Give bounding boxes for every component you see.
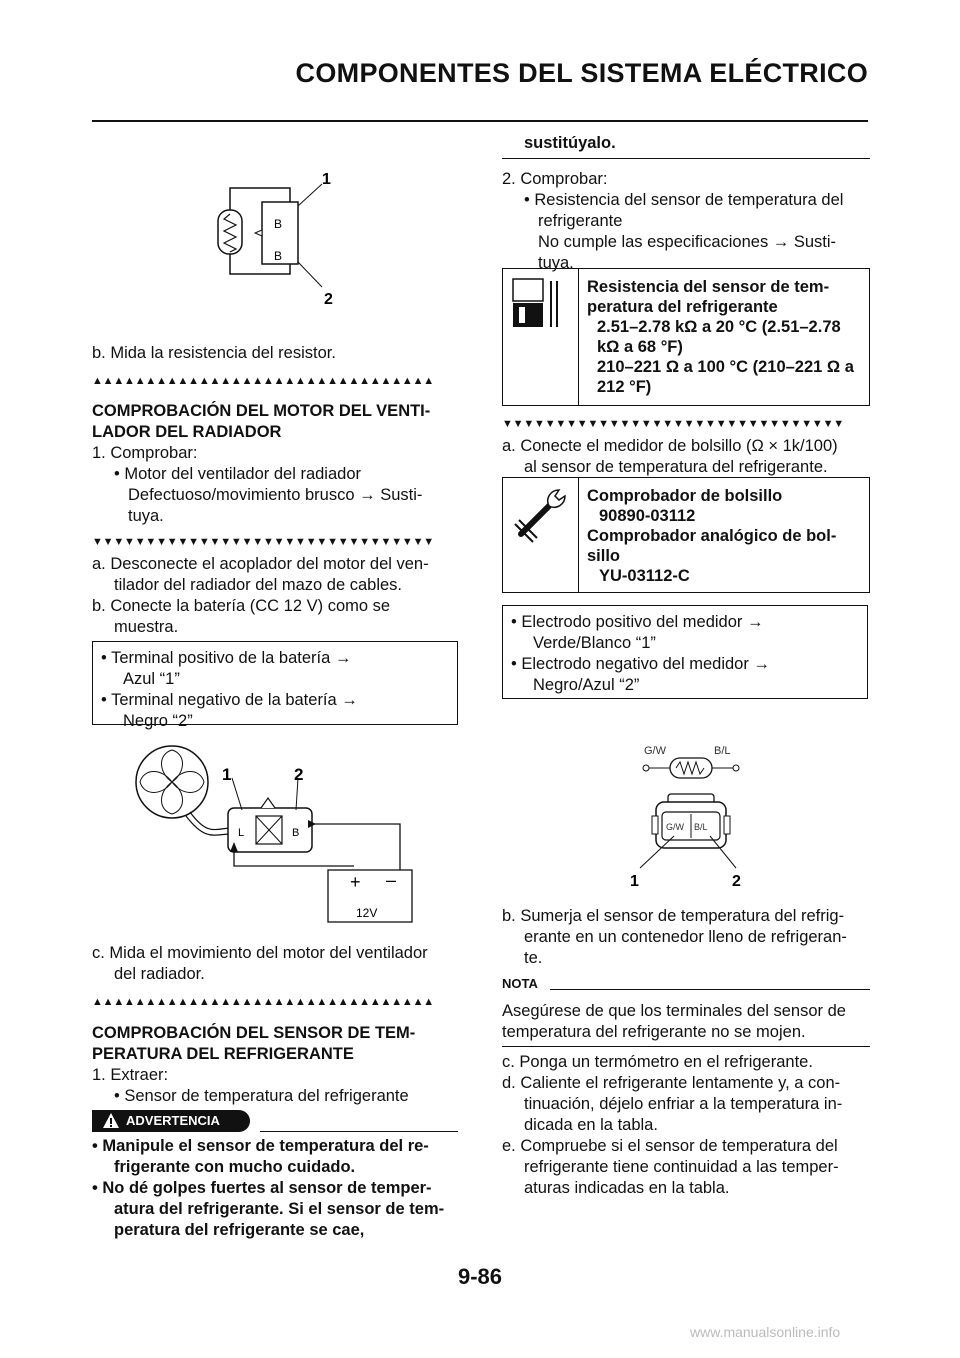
tool-box: [502, 477, 870, 593]
end-marker-row-2: ▲▲▲▲▲▲▲▲▲▲▲▲▲▲▲▲▲▲▲▲▲▲▲▲▲▲▲▲▲▲▲▲: [92, 996, 434, 1008]
step-d-1: d. Caliente el refrigerante lentamente y, a con-: [502, 1074, 841, 1092]
tool-name-2b: sillo: [587, 547, 621, 565]
fan-step-a-1: a. Desconecte el acoplador del motor del ven-: [92, 555, 429, 573]
end-marker-row: ▲▲▲▲▲▲▲▲▲▲▲▲▲▲▲▲▲▲▲▲▲▲▲▲▲▲▲▲▲▲▲▲: [92, 375, 434, 387]
step-measure-resistor: b. Mida la resistencia del resistor.: [92, 344, 336, 362]
tool-number-1: 90890-03112: [599, 507, 696, 525]
start-marker-row: ▼▼▼▼▼▼▼▼▼▼▼▼▼▼▼▼▼▼▼▼▼▼▼▼▼▼▼▼▼▼▼▼: [92, 536, 434, 548]
battery-plus: +: [350, 872, 361, 892]
fan-heading-line2: LADOR DEL RADIADOR: [92, 423, 282, 441]
fan-step-1: 1. Comprobar:: [92, 444, 198, 462]
callout-2: 2: [324, 291, 333, 308]
battery-neg-line: • Terminal negativo de la batería →: [101, 691, 358, 709]
resistor-diagram: [212, 162, 352, 312]
fan-step-a-2: tilador del radiador del mazo de cables.: [114, 576, 403, 594]
nota-text-2: temperatura del refrigerante no se mojen.: [502, 1023, 806, 1041]
step-b-2: erante en un contenedor lleno de refrigeran-: [524, 928, 847, 946]
sensor-connector-diagram: [624, 732, 760, 892]
battery-terminal-box: [92, 641, 458, 730]
callout-1: 1: [222, 765, 232, 784]
terminal-label-bottom: B: [274, 249, 283, 263]
fan-heading-line1: COMPROBACIÓN DEL MOTOR DEL VENTI-: [92, 402, 431, 420]
step-e-2: refrigerante tiene continuidad a las temper-: [524, 1158, 839, 1176]
fan-item-detail-1: Defectuoso/movimiento brusco → Susti-: [128, 486, 423, 504]
start-marker-row-right: ▼▼▼▼▼▼▼▼▼▼▼▼▼▼▼▼▼▼▼▼▼▼▼▼▼▼▼▼▼▼▼▼: [502, 418, 844, 430]
step-c: c. Ponga un termómetro en el refrigerante.: [502, 1053, 813, 1071]
spec-value-3: 210–221 Ω a 100 °C (210–221 Ω a: [597, 358, 854, 376]
warning-triangle-icon: [102, 1112, 120, 1130]
spec-value-4: 212 °F): [597, 378, 652, 396]
step-b-3: te.: [524, 949, 543, 967]
wire-label-gw: G/W: [644, 745, 666, 757]
page-number: 9-86: [457, 1264, 503, 1289]
terminal-l: L: [238, 827, 245, 839]
callout-1: 1: [630, 873, 639, 890]
watermark: www.manualsonline.info: [690, 1324, 841, 1340]
sensor-heading-line2: PERATURA DEL REFRIGERANTE: [92, 1045, 354, 1063]
warning-line-3: • No dé golpes fuertes al sensor de temper-: [92, 1179, 432, 1197]
spec-box: [502, 268, 870, 406]
battery-pos-line: • Terminal positivo de la batería →: [101, 649, 352, 667]
nota-end-rule: [502, 1046, 870, 1047]
sensor-item: • Sensor de temperatura del refrigerante: [114, 1087, 409, 1105]
step-2: 2. Comprobar:: [502, 170, 608, 188]
fan-step-b-1: b. Conecte la batería (CC 12 V) como se: [92, 597, 391, 615]
step-d-3: dicada en la tabla.: [524, 1116, 658, 1134]
pin-label-gw: G/W: [666, 822, 684, 832]
fan-item-detail-2: tuya.: [128, 507, 164, 525]
warning-line-5: peratura del refrigerante se cae,: [114, 1221, 365, 1239]
page-title: COMPONENTES DEL SISTEMA ELÉCTRICO: [295, 58, 868, 88]
step-2-item-1: • Resistencia del sensor de temperatura del: [524, 191, 844, 209]
tool-number-2: YU-03112-C: [599, 567, 690, 585]
warning-header: [92, 1110, 458, 1134]
step-a-1: a. Conecte el medidor de bolsillo (Ω × 1k/100): [502, 437, 838, 455]
spec-title-2: peratura del refrigerante: [587, 298, 778, 316]
fan-step-c-1: c. Mida el movimiento del motor del ventilador: [92, 944, 428, 962]
sensor-heading-line1: COMPROBACIÓN DEL SENSOR DE TEM-: [92, 1024, 416, 1042]
terminal-label-top: B: [274, 217, 283, 231]
fan-step-b-2: muestra.: [114, 618, 179, 636]
step-2-item-2: refrigerante: [538, 212, 623, 230]
probe-neg-line: • Electrodo negativo del medidor →: [511, 655, 770, 673]
probe-pos-color: Verde/Blanco “1”: [533, 634, 656, 652]
warning-line-1: • Manipule el sensor de temperatura del re-: [92, 1137, 429, 1155]
probe-pos-line: • Electrodo positivo del medidor →: [511, 613, 764, 631]
step-d-2: tinuación, déjelo enfriar a la temperatura in-: [524, 1095, 843, 1113]
warning-continuation: sustitúyalo.: [524, 134, 616, 152]
step-e-3: aturas indicadas en la tabla.: [524, 1179, 730, 1197]
nota-header: [502, 976, 870, 996]
battery-minus: –: [386, 870, 397, 890]
probe-box: [502, 605, 868, 699]
fan-motor-diagram: [128, 742, 428, 932]
tool-icon: [509, 484, 571, 546]
tool-name-2a: Comprobador analógico de bol-: [587, 527, 837, 545]
battery-neg-color: Negro “2”: [123, 712, 193, 730]
tool-name-1: Comprobador de bolsillo: [587, 487, 783, 505]
spec-value-2: kΩ a 68 °F): [597, 338, 683, 356]
multimeter-icon: [511, 277, 561, 333]
callout-2: 2: [732, 873, 741, 890]
warning-line-2: frigerante con mucho cuidado.: [114, 1158, 356, 1176]
pin-label-bl: B/L: [694, 822, 708, 832]
spec-value-1: 2.51–2.78 kΩ a 20 °C (2.51–2.78: [597, 318, 841, 336]
step-b-1: b. Sumerja el sensor de temperatura del refrig-: [502, 907, 845, 925]
battery-pos-color: Azul “1”: [123, 670, 180, 688]
warning-label: ADVERTENCIA: [126, 1113, 220, 1128]
warning-end-rule: [502, 158, 870, 159]
fan-step-c-2: del radiador.: [114, 965, 205, 983]
battery-voltage: 12V: [356, 906, 378, 920]
step-2-detail-1: No cumple las especificaciones → Susti-: [538, 233, 837, 251]
step-e-1: e. Compruebe si el sensor de temperatura del: [502, 1137, 838, 1155]
warning-line-4: atura del refrigerante. Si el sensor de tem-: [114, 1200, 445, 1218]
step-2-detail-2: tuya.: [538, 254, 574, 272]
terminal-b: B: [292, 827, 300, 839]
callout-1: 1: [322, 171, 331, 188]
callout-2: 2: [294, 765, 304, 784]
spec-title-1: Resistencia del sensor de tem-: [587, 278, 830, 296]
nota-label: NOTA: [502, 976, 538, 991]
header-rule: [92, 120, 868, 122]
step-a-2: al sensor de temperatura del refrigerante.: [524, 458, 828, 476]
wire-label-bl: B/L: [714, 745, 731, 757]
nota-text-1: Asegúrese de que los terminales del sensor de: [502, 1002, 846, 1020]
fan-item: • Motor del ventilador del radiador: [114, 465, 361, 483]
sensor-step-1: 1. Extraer:: [92, 1066, 169, 1084]
probe-neg-color: Negro/Azul “2”: [533, 676, 640, 694]
